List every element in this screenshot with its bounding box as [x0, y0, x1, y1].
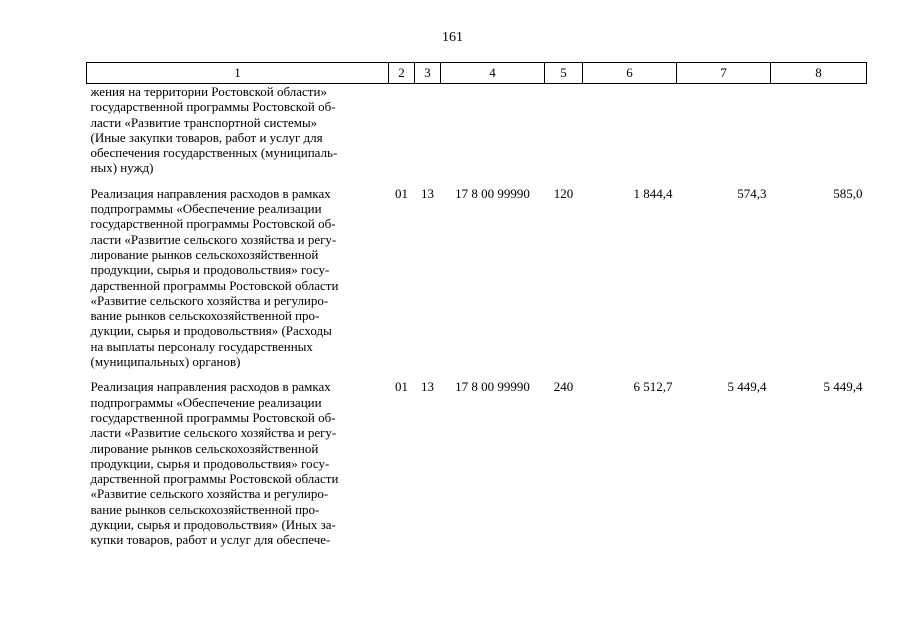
desc-line: вание рынков сельскохозяйственной про-: [90, 308, 320, 324]
amount-col-7: [677, 84, 771, 176]
budget-table: [86, 62, 867, 548]
desc-line: Реализация направления расходов в рамках: [90, 379, 331, 395]
expense-type-code: [545, 84, 583, 176]
desc-line: государственной программы Ростовской об-: [90, 99, 336, 115]
header-col-2: 2: [389, 63, 415, 84]
desc-line: лирование рынков сельскохозяйственной: [90, 246, 319, 262]
table-row: [87, 379, 867, 547]
table-row: [87, 84, 867, 176]
row-spacer: [87, 369, 867, 379]
desc-line: лирование рынков сельскохозяйственной: [90, 440, 319, 456]
page-number: 161: [442, 30, 463, 45]
amount-col-8: [771, 84, 867, 176]
row-description: [87, 186, 389, 370]
amount-col-7: 574,3: [737, 185, 767, 201]
desc-line: ласти «Развитие сельского хозяйства и регу-: [90, 231, 337, 247]
desc-line: государственной программы Ростовской об-: [90, 409, 336, 425]
header-col-7: 7: [677, 63, 771, 84]
desc-line: подпрограммы «Обеспечение реализации: [90, 201, 322, 217]
header-col-5: 5: [545, 63, 583, 84]
subsection-code: [415, 84, 441, 176]
header-row: [87, 63, 867, 84]
desc-line: дукции, сырья и продовольствия» (Расходы: [90, 323, 332, 339]
amount-col-6: 1 844,4: [633, 185, 673, 201]
desc-line: дарственной программы Ростовской области: [90, 277, 339, 293]
row-description: [87, 84, 389, 176]
desc-line: продукции, сырья и продовольствия» госу-: [90, 455, 330, 471]
desc-line: государственной программы Ростовской об-: [90, 216, 336, 232]
desc-line: дукции, сырья и продовольствия» (Иных за-: [90, 517, 336, 533]
row-spacer: [87, 176, 867, 186]
desc-line: «Развитие сельского хозяйства и регулиро-: [90, 292, 329, 308]
desc-line: ных) нужд): [90, 160, 154, 176]
desc-line: жения на территории Ростовской области»: [90, 84, 327, 99]
desc-line: купки товаров, работ и услуг для обеспече-: [90, 532, 331, 548]
amount-col-7: 5 449,4: [727, 379, 767, 395]
desc-line: ласти «Развитие транспортной системы»: [90, 114, 318, 130]
table-body: [87, 84, 867, 548]
row-description: [87, 379, 389, 547]
target-article-code: 17 8 00 99990: [455, 185, 530, 201]
amount-col-6: [583, 84, 677, 176]
desc-line: (муниципальных) органов): [90, 354, 241, 370]
amount-col-6: 6 512,7: [633, 379, 673, 395]
expense-type-code: 120: [553, 185, 574, 201]
desc-line: (Иные закупки товаров, работ и услуг для: [90, 129, 323, 145]
desc-line: подпрограммы «Обеспечение реализации: [90, 394, 322, 410]
desc-line: «Развитие сельского хозяйства и регулиро-: [90, 486, 329, 502]
header-col-6: 6: [583, 63, 677, 84]
expense-type-code: 240: [553, 379, 574, 395]
subsection-code: 13: [421, 185, 434, 201]
desc-line: Реализация направления расходов в рамках: [90, 185, 331, 201]
desc-line: на выплаты персоналу государственных: [90, 338, 313, 354]
desc-line: вание рынков сельскохозяйственной про-: [90, 501, 320, 517]
amount-col-8: 5 449,4: [823, 379, 863, 395]
target-article-code: [441, 84, 545, 176]
desc-line: продукции, сырья и продовольствия» госу-: [90, 262, 330, 278]
desc-line: дарственной программы Ростовской области: [90, 471, 339, 487]
subsection-code: 13: [421, 379, 434, 395]
header-col-4: 4: [441, 63, 545, 84]
table-header: [87, 63, 867, 84]
target-article-code: 17 8 00 99990: [455, 379, 530, 395]
section-code: [389, 84, 415, 176]
desc-line: обеспечения государственных (муниципаль-: [90, 145, 338, 161]
header-col-3: 3: [415, 63, 441, 84]
header-col-8: 8: [771, 63, 867, 84]
section-code: 01: [395, 185, 408, 201]
table-row: [87, 186, 867, 370]
header-col-1: 1: [87, 63, 389, 84]
desc-line: ласти «Развитие сельского хозяйства и регу-: [90, 425, 337, 441]
amount-col-8: 585,0: [833, 185, 863, 201]
section-code: 01: [395, 379, 408, 395]
